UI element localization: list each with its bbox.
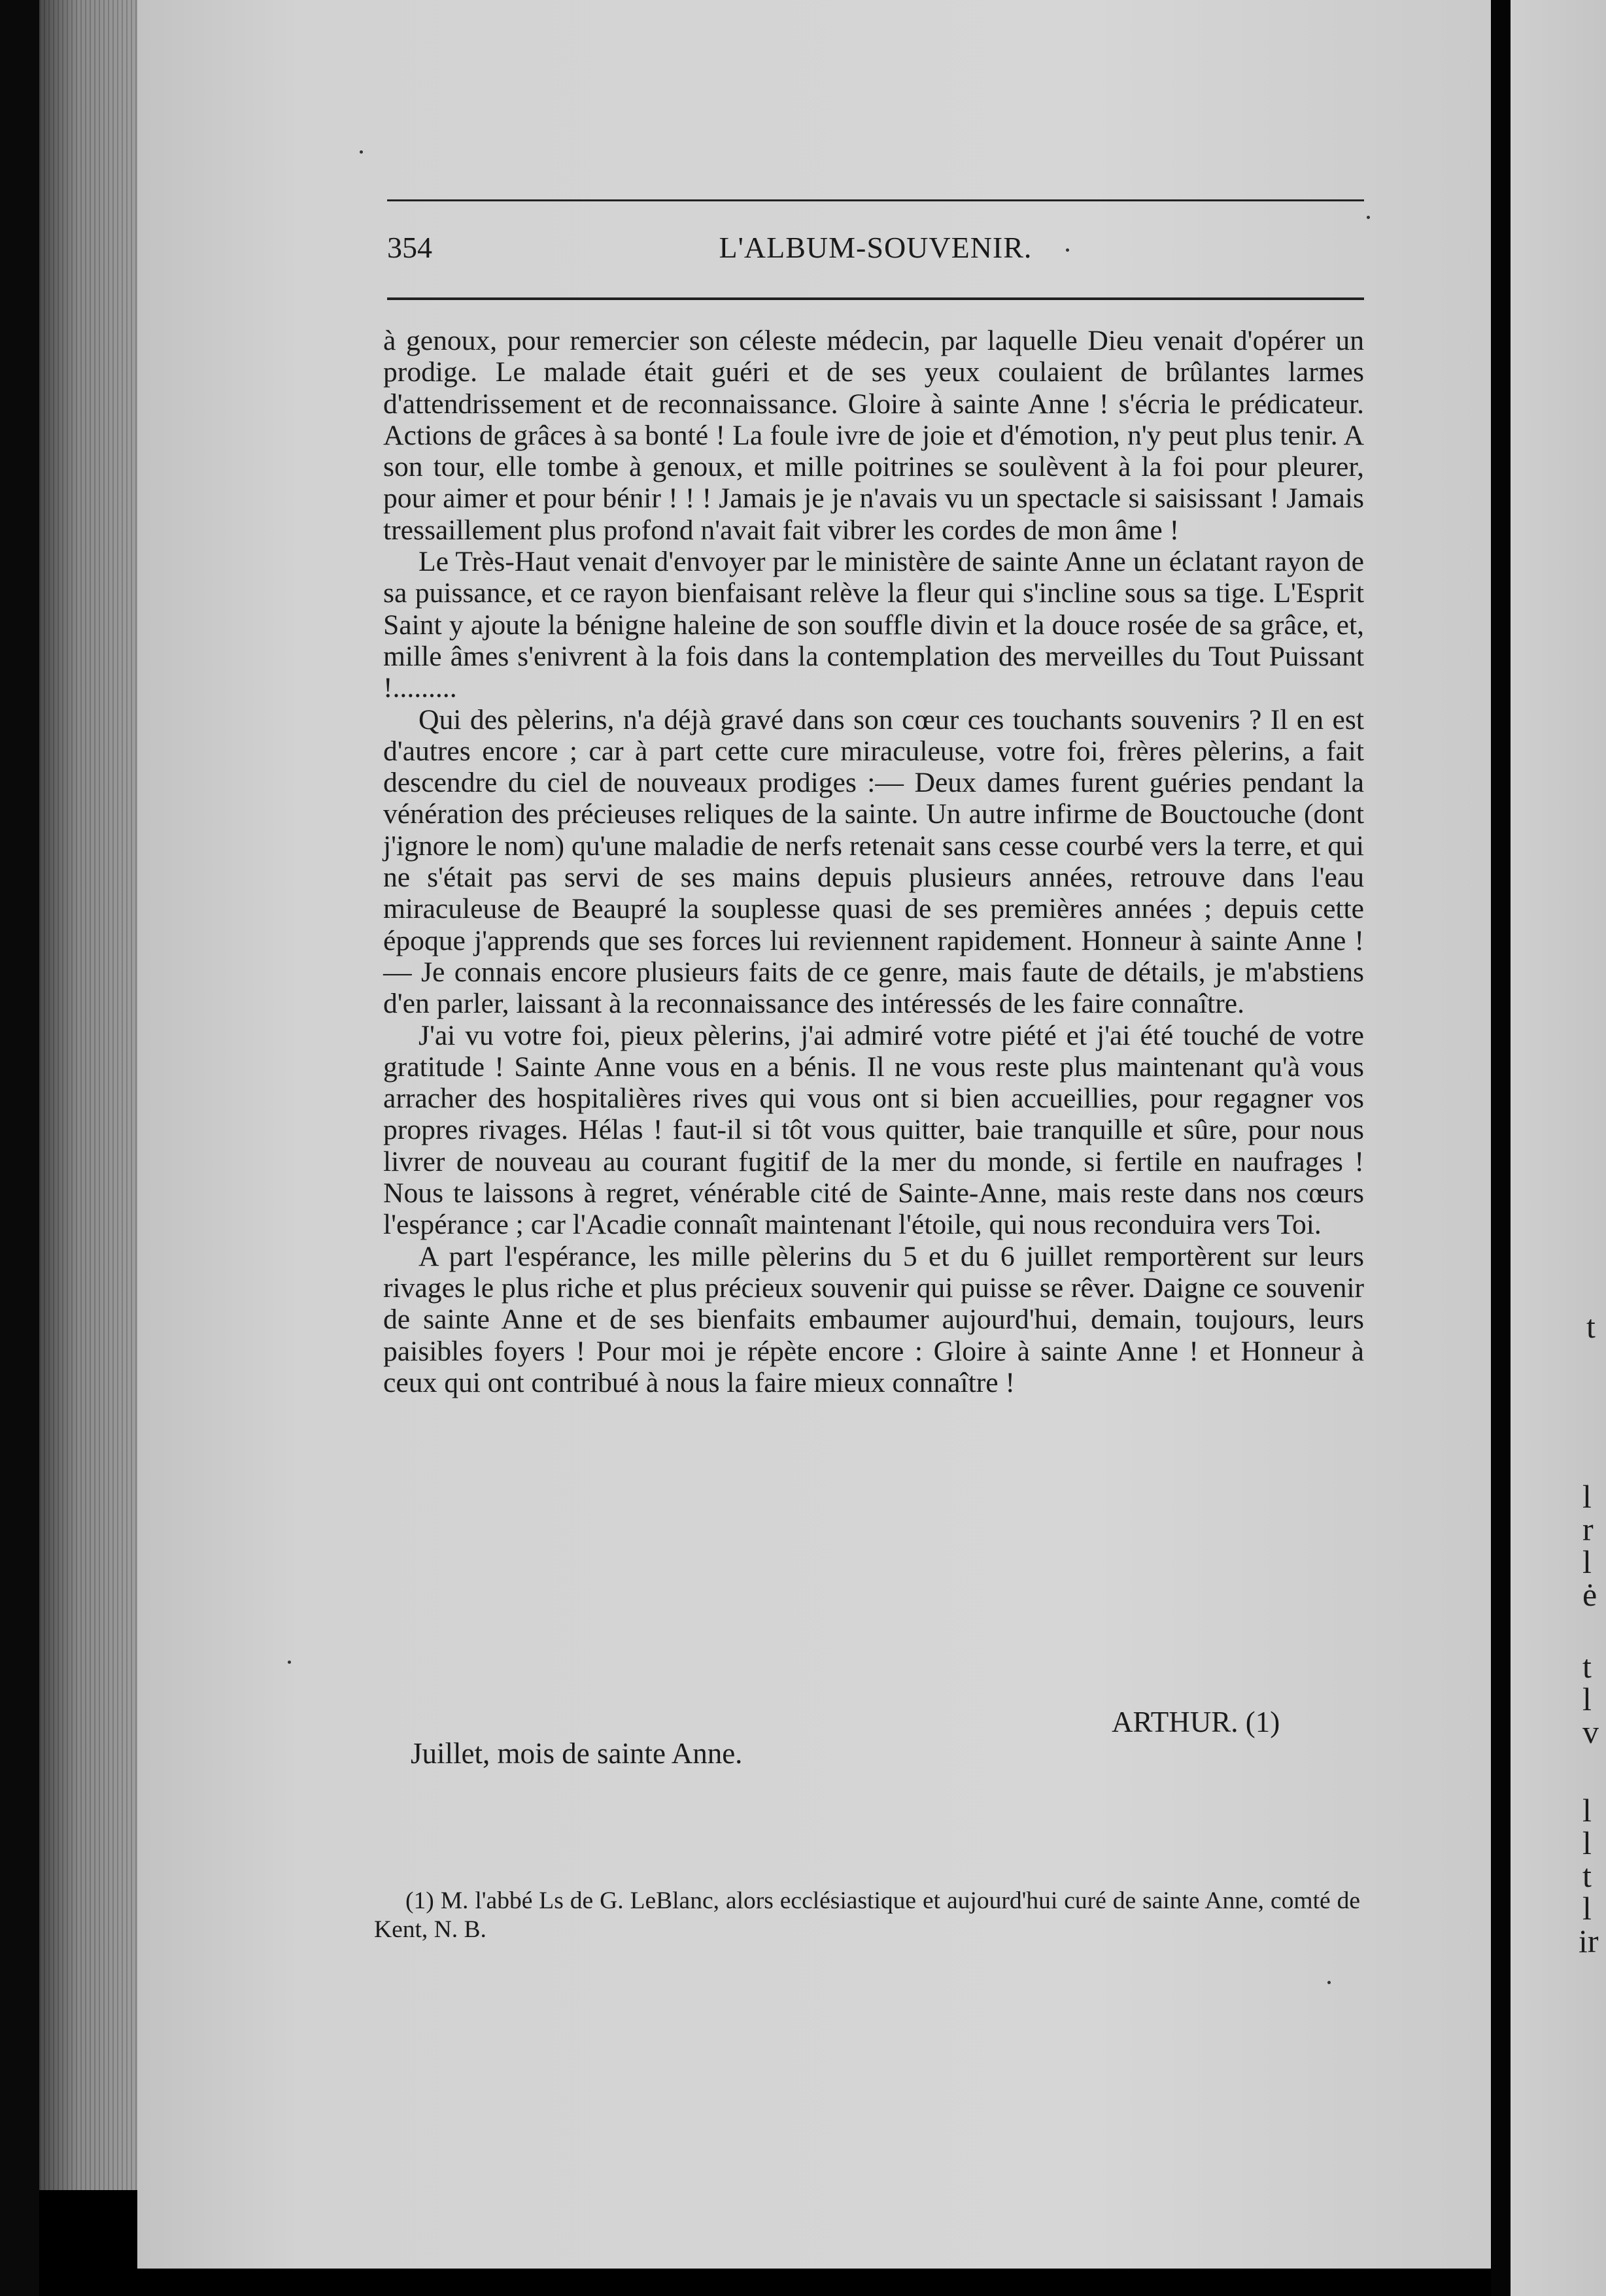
scan-speck [1327, 1981, 1331, 1984]
facing-page-fragment: t [1586, 1308, 1596, 1345]
page-edges-stack [39, 0, 137, 2190]
facing-page-fragment: v [1582, 1714, 1599, 1750]
paragraph: à genoux, pour remercier son céleste médecin, par laquelle Dieu venait d'opérer un prodige. Le malade était guéri et de ses yeux coulaient de brûlantes larmes d'attendrissement et de reconnaissance. Gloire à sainte Anne ! s'écria le prédicateur. Actions de grâces à sa bonté ! La foule ivre de joie et d'émotion, n'y peut plus tenir. A son tour, elle tombe à genoux, et mille poitrines se soulèvent à la foi pour pleurer, pour aimer et pour bénir ! ! ! Jamais je je n'avais vu un spectacle si saisissant ! Jamais tressaillement plus profond n'avait fait vibrer les cordes de mon âme ! [383, 325, 1364, 546]
author-signature: ARTHUR. (1) [1112, 1706, 1280, 1738]
paragraph: Qui des pèlerins, n'a déjà gravé dans son cœur ces touchants souvenirs ? Il en est d'autres encore ; car à part cette cure miraculeuse, votre foi, frères pèlerins, a fait descendre du ciel de nouveaux prodiges :— Deux dames furent guéries pendant la vénération des précieuses reliques de la sainte. Un autre infirme de Bouctouche (dont j'ignore le nom) qu'une maladie de nerfs retenait sans cesse courbé vers la terre, et qui ne s'était pas servi de ses mains depuis plusieurs années, retrouve dans l'eau miraculeuse de Beaupré la souplesse quasi de ses premières années ; depuis cette époque j'apprends que ses forces lui reviennent rapidement. Honneur à sainte Anne ! — Je connais encore plusieurs faits de ce genre, mais faute de détails, je m'abstiens d'en parler, laissant à la reconnaissance des intéressés de les faire connaître. [383, 703, 1364, 1020]
body-text [383, 325, 1364, 1398]
facing-page-fragment: l [1582, 1478, 1592, 1515]
paragraph: J'ai vu votre foi, pieux pèlerins, j'ai admiré votre piété et j'ai été touché de votre gratitude ! Sainte Anne vous en a bénis. Il ne vous reste plus maintenant qu'à vous arracher des hospitalières rives qui vous ont si bien accueillies, pour regagner vos propres rivages. Hélas ! faut-il si tôt vous quitter, baie tranquille et sûre, pour nous livrer de nouveau au courant fugitif de la mer du monde, si fertile en naufrages ! Nous te laissons à regret, vénérable cité de Sainte-Anne, mais reste dans nos cœurs l'espérance ; car l'Acadie connaît maintenant l'étoile, qui nous reconduira vers Toi. [383, 1019, 1364, 1241]
facing-page-fragment: l [1582, 1825, 1592, 1861]
facing-page-fragment: ir [1579, 1923, 1599, 1959]
facing-page-fragment: t [1582, 1648, 1592, 1685]
facing-page-fragment: l [1582, 1792, 1592, 1829]
running-title: L'ALBUM-SOUVENIR. [719, 231, 1033, 264]
scan-speck [360, 150, 363, 154]
paragraph: A part l'espérance, les mille pèlerins du 5 et du 6 juillet remportèrent sur leurs rivages le plus riche et plus précieux souvenir qui puisse se rêver. Daigne ce souvenir de sainte Anne et de ses bienfaits embaumer aujourd'hui, demain, toujours, leurs paisibles foyers ! Pour moi je répète encore : Gloire à sainte Anne ! et Honneur à ceux qui ont contribué à nous la faire mieux connaître ! [383, 1240, 1364, 1398]
scan-speck [1367, 216, 1370, 219]
facing-page-fragment: r [1582, 1511, 1594, 1547]
header-bottom-rule [387, 297, 1364, 300]
facing-page-edge [1511, 0, 1606, 2296]
paragraph: Le Très-Haut venait d'envoyer par le ministère de sainte Anne un éclatant rayon de sa puissance, et ce rayon bienfaisant relève la fleur qui s'incline sous sa tige. L'Esprit Saint y ajoute la bénigne haleine de son souffle divin et la douce rosée de sa grâce, et, mille âmes s'enivrent à la fois dans la contemplation des merveilles du Tout Puissant !......... [383, 546, 1364, 704]
facing-page-fragment: l [1582, 1890, 1592, 1927]
facing-page-fragment: t [1582, 1857, 1592, 1894]
dateline: Juillet, mois de sainte Anne. [411, 1737, 743, 1770]
scan-dark-border-left [0, 0, 39, 2296]
footnote: (1) M. l'abbé Ls de G. LeBlanc, alors ecclésiastique et aujourd'hui curé de sainte Anne, comté de Kent, N. B. [374, 1887, 1360, 1943]
book-gutter [1491, 0, 1511, 2296]
facing-page-fragment: l [1582, 1681, 1592, 1717]
scan-speck [288, 1661, 291, 1664]
facing-page-fragment: l [1582, 1544, 1592, 1580]
page-number: 354 [387, 231, 432, 264]
facing-page-fragment: ė [1582, 1576, 1597, 1613]
header-top-rule [387, 199, 1364, 201]
running-header [387, 230, 1364, 276]
